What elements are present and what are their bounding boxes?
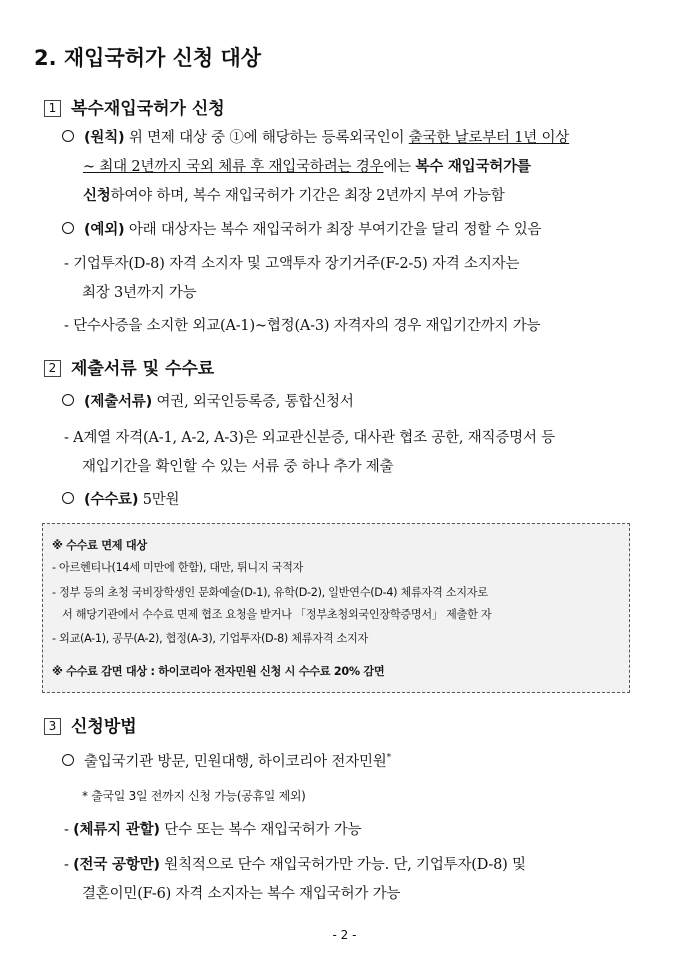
- s3-dash-2b: 결혼이민(F-6) 자격 소지자는 복수 재입국허가 가능: [82, 886, 401, 902]
- circle-bullet-icon: [62, 492, 74, 504]
- circle-bullet-icon: [62, 222, 74, 234]
- circle-bullet-icon: [62, 754, 74, 766]
- circle-bullet-icon: [62, 394, 74, 406]
- note-line: - 아르헨티나(14세 미만에 한함), 대만, 튀니지 국적자: [52, 561, 304, 574]
- s2-dash-1b: 재입기간을 확인할 수 있는 서류 중 하나 추가 제출: [82, 459, 394, 475]
- s1-dash-1a: - 기업투자(D-8) 자격 소지자 및 고액투자 장기거주(F-2-5) 자격 소지자는: [64, 256, 520, 272]
- page-heading: 2. 재입국허가 신청 대상: [34, 46, 262, 70]
- page-number: - 2 -: [332, 928, 357, 942]
- s2-dash-1a: - A계열 자격(A-1, A-2, A-3)은 외교관신분증, 대사관 협조 공한, 재직증명서 등: [64, 430, 555, 446]
- section-number-box: 3: [44, 718, 61, 735]
- s3-dash-2a: - (전국 공항만) 원칙적으로 단수 재입국허가만 가능. 단, 기업투자(D-8) 및: [64, 857, 526, 873]
- method-footnote: * 출국일 3일 전까지 신청 가능(공휴일 제외): [82, 789, 306, 803]
- circle-bullet-icon: [62, 130, 74, 142]
- exception-line: (예외) 아래 대상자는 복수 재입국허가 최장 부여기간을 달리 정할 수 있음: [62, 218, 541, 239]
- note-line: - 외교(A-1), 공무(A-2), 협정(A-3), 기업투자(D-8) 체류자격 소지자: [52, 632, 369, 645]
- docs-line: (제출서류) 여권, 외국인등록증, 통합신청서: [62, 390, 354, 411]
- fee-exemption-note-box: [42, 523, 630, 693]
- principle-line-1: (원칙) 위 면제 대상 중 ①에 해당하는 등록외국인이 출국한 날로부터 1년 이상: [62, 126, 569, 147]
- note-line: - 정부 등의 초청 국비장학생인 문화예술(D-1), 유학(D-2), 일반연수(D-4) 체류자격 소지자로: [52, 586, 488, 599]
- section-1-title: 1 복수재입국허가 신청: [44, 94, 225, 119]
- section-number-box: 1: [44, 100, 61, 117]
- note-title: ※ 수수료 면제 대상: [52, 539, 147, 552]
- section-2-title: 2 제출서류 및 수수료: [44, 354, 214, 379]
- principle-line-3: 신청하여야 하며, 복수 재입국허가 기간은 최장 2년까지 부여 가능함: [83, 188, 505, 204]
- principle-line-2: ~ 최대 2년까지 국외 체류 후 재입국하려는 경우에는 복수 재입국허가를: [83, 159, 531, 175]
- s1-dash-2: - 단수사증을 소지한 외교(A-1)~협정(A-3) 자격자의 경우 재입기간까지 가능: [64, 318, 541, 334]
- method-line: 출입국기관 방문, 민원대행, 하이코리아 전자민원*: [62, 750, 391, 771]
- s1-dash-1b: 최장 3년까지 가능: [82, 285, 197, 301]
- section-number-box: 2: [44, 360, 61, 377]
- s3-dash-1: - (체류지 관할) 단수 또는 복수 재입국허가 가능: [64, 822, 362, 838]
- section-3-title: 3 신청방법: [44, 712, 137, 737]
- fee-line: (수수료) 5만원: [62, 488, 179, 509]
- note-discount: ※ 수수료 감면 대상 : 하이코리아 전자민원 신청 시 수수료 20% 감면: [52, 665, 385, 678]
- note-line: 서 해당기관에서 수수료 면제 협조 요청을 받거나 「정부초청외국인장학증명서」 제출한 자: [62, 608, 492, 621]
